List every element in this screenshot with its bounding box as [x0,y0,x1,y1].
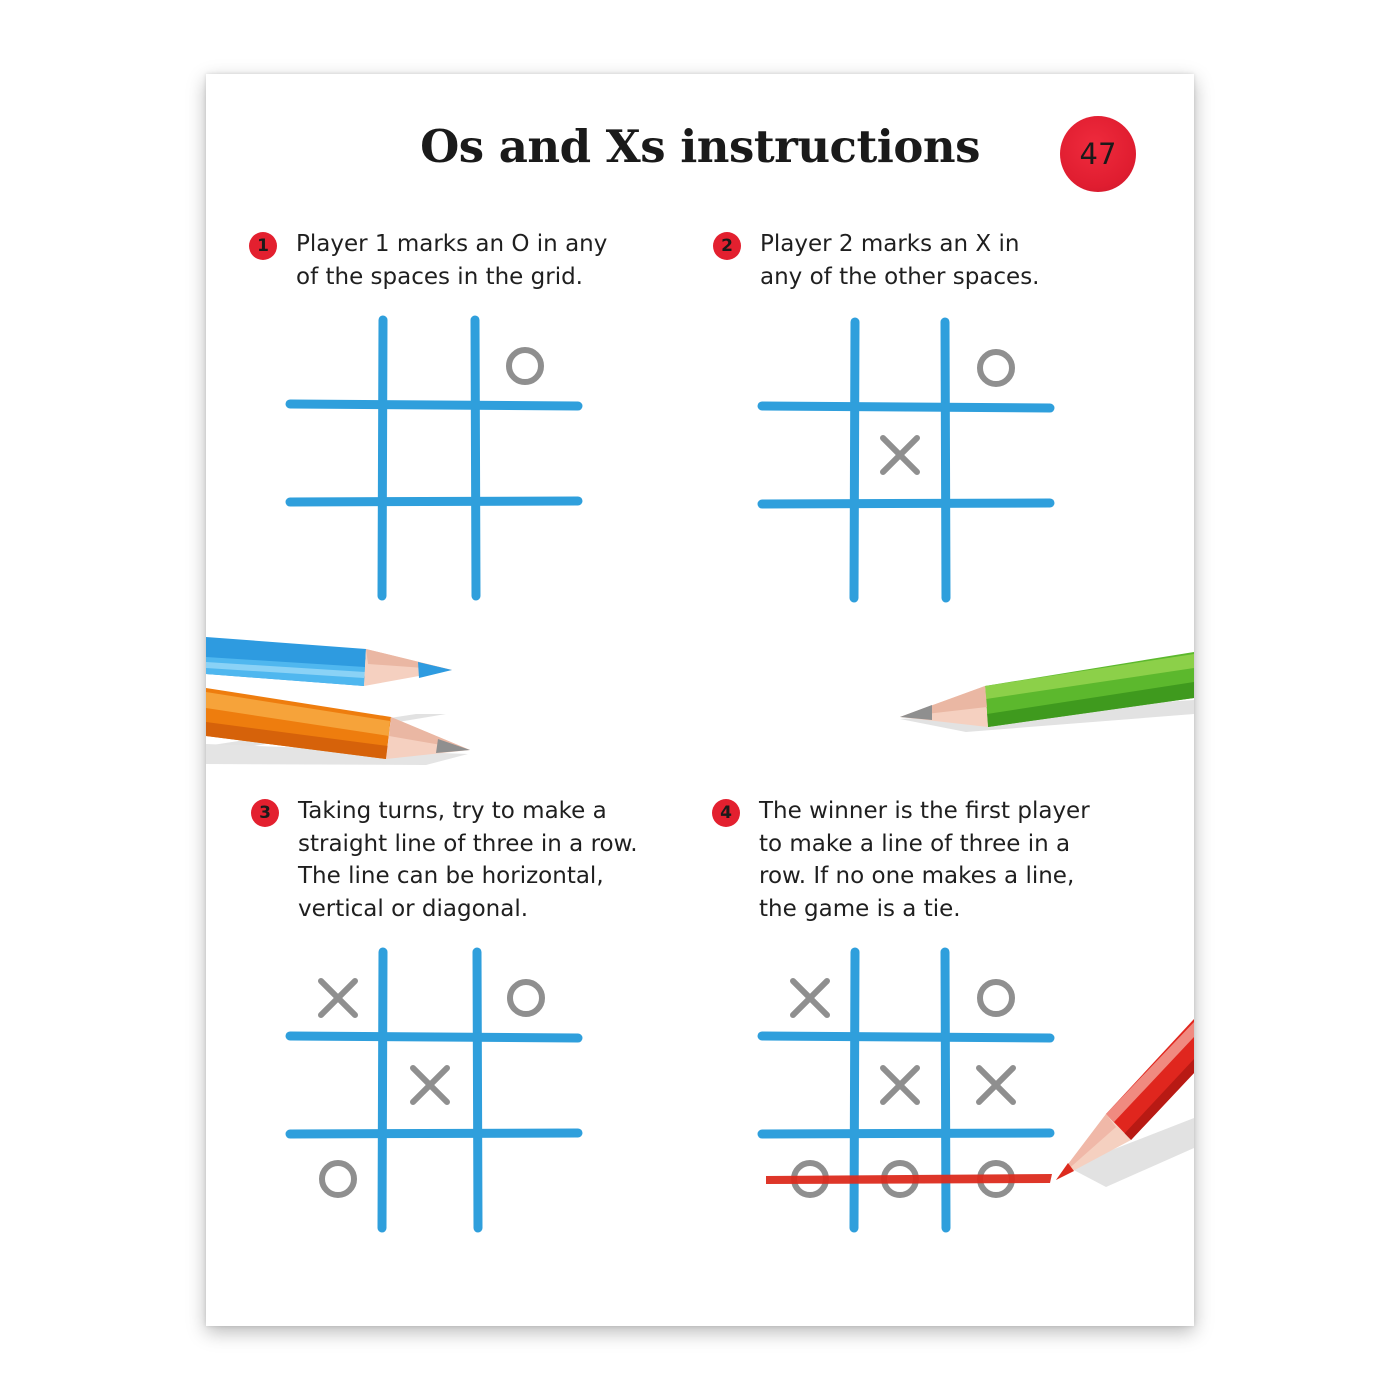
o-mark [509,350,541,382]
grid-line-horizontal [290,501,578,502]
grid-line-vertical [854,322,855,598]
step-text: The winner is the first player to make a line of three in a row. If no one makes a line, the game is a tie. [759,798,1090,922]
illustrations [206,74,1194,1326]
x-mark [883,1068,917,1102]
grid-line-vertical [382,320,383,596]
grid-line-vertical [945,952,946,1228]
x-mark [321,981,355,1015]
grid-line-horizontal [290,1133,578,1134]
grid-step-2 [762,322,1050,598]
grid-line-vertical [854,952,855,1228]
grid-line-horizontal [762,406,1050,408]
winning-line [766,1174,1052,1184]
grid-line-horizontal [762,503,1050,504]
page-number-badge: 47 [1060,116,1136,192]
page-title: Os and Xs instructions [420,120,980,173]
step-number-badge: 4 [712,799,740,827]
grid-line-horizontal [290,1036,578,1038]
grid-line-horizontal [762,1036,1050,1038]
red-pencil [1056,1019,1194,1187]
grid-step-3 [290,952,578,1228]
grid-line-vertical [945,322,946,598]
x-mark [413,1068,447,1102]
grid-line-horizontal [290,404,578,406]
grid-step-1 [290,320,578,596]
x-mark [883,438,917,472]
step-number-badge: 1 [249,232,277,260]
grid-line-horizontal [762,1133,1050,1134]
o-mark [980,352,1012,384]
o-mark [510,982,542,1014]
step-text: Player 2 marks an X in any of the other spaces. [760,231,1040,290]
o-mark [980,982,1012,1014]
o-mark [322,1163,354,1195]
step-number-badge: 2 [713,232,741,260]
grid-line-vertical [475,320,476,596]
step-text: Player 1 marks an O in any of the spaces in the grid. [296,231,608,290]
grid-line-vertical [382,952,383,1228]
x-mark [979,1068,1013,1102]
step-number-badge: 3 [251,799,279,827]
green-pencil [900,652,1194,732]
step-text: Taking turns, try to make a straight line of three in a row. The line can be horizontal, vertical or diagonal. [298,798,638,922]
grid-line-vertical [477,952,478,1228]
x-mark [793,981,827,1015]
orange-pencil [206,688,470,765]
activity-page [206,74,1194,1326]
grid-step-4 [762,952,1052,1228]
